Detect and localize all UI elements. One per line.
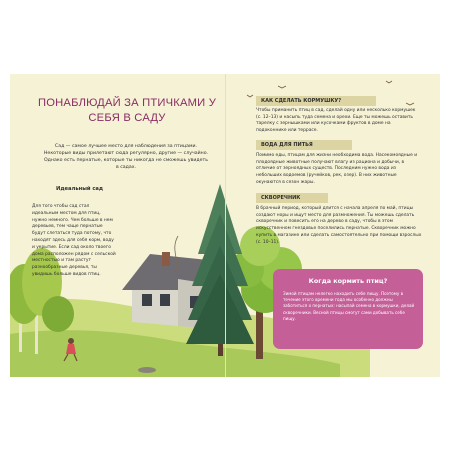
- ideal-garden-text: Для того чтобы сад стал идеальным местом для птиц, нужно немного. Чем больше в нем деревьев, тем чаще пернатые будут слетаться туда потому, что находят здесь для себя корм, воду и укрытие. Если сад около твоего дома расположен рядом с сельской местностью и там растут разнообразные деревья, ты увидишь больше видов птиц.: [32, 204, 116, 277]
- page-fold: [225, 74, 226, 377]
- water-bowl: [138, 367, 156, 373]
- page-title: ПОНАБЛЮДАЙ ЗА ПТИЧКАМИ У СЕБЯ В САДУ: [37, 97, 217, 124]
- book-spread: [10, 74, 440, 377]
- starling-heading: СКВОРЕЧНИК: [256, 193, 328, 203]
- starling-text: В брачный период, который длится с начала апреля по май, птицы создают норы и ищут место для размножения. Ты можешь сделать скворечник и повесить его на дерево в саду, чтобы в этом искусственном гнездовье поселились пернатые. Скворечник можно купить в магазине или сделать самостоятельно при помощи взрослых (с. 10–11).: [256, 206, 422, 245]
- water-text: Помимо еды, птицам для жизни необходима вода. Насекомоядные и плодоядные животные получают влагу из рациона и добычи, в отличие от зерноядных существ. Последним нужно вода из небольших водоемов (ручейков, рек, озер). В них животные окунаются в сезон жары.: [256, 153, 418, 185]
- tip-title: Когда кормить птиц?: [308, 277, 388, 285]
- tip-text: Зимой птицам нелегко находить себе пищу. Поэтому в течение этого времени года мы особенно должны заботиться о пернатых: насыпай семена в кормушки, делай скворечники. Весной птицы смогут сами добывать себе пищу.: [283, 291, 415, 321]
- feeder-heading: КАК СДЕЛАТЬ КОРМУШКУ?: [256, 96, 376, 106]
- water-heading: ВОДА ДЛЯ ПИТЬЯ: [256, 140, 352, 150]
- ideal-garden-heading: Идеальный сад: [56, 186, 104, 192]
- intro-text: Сад — самое лучшее место для наблюдения за птицами. Некоторые виды прилетают сюда регулярно, другие — случайно. Однако есть пернатые, которые ты никогда не сможешь увидеть в садах.: [43, 144, 209, 170]
- feeder-text: Чтобы приманить птиц в сад, сделай одну или несколько кормушек (с. 12–13) и насыпь туда семена и орехи. Еще ты можешь оставить тарелку с зернышками или кусочками фруктов в доме на подоконнике или террасе.: [256, 108, 416, 134]
- feeding-tip-box: [273, 269, 423, 349]
